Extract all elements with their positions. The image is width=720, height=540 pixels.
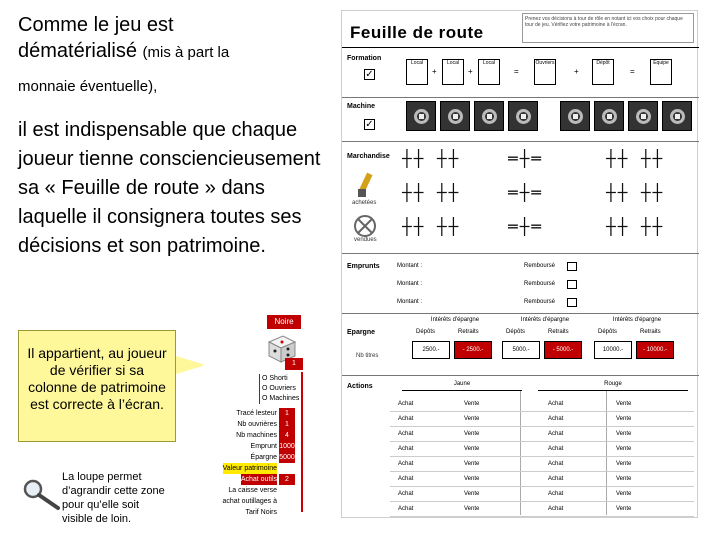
gear-core [487, 114, 492, 119]
machine-icon[interactable] [508, 101, 538, 131]
machine-icon[interactable] [662, 101, 692, 131]
gear-core [521, 114, 526, 119]
action-cell[interactable]: Achat [548, 491, 564, 497]
zoom-row [203, 430, 303, 441]
zoom-row [203, 441, 303, 452]
action-row-line [390, 441, 694, 442]
loan-repaid-label: Remboursé [524, 299, 556, 305]
section-formation: Formation [347, 55, 382, 62]
action-cell[interactable]: Achat [398, 446, 414, 452]
action-cell[interactable]: Achat [548, 446, 564, 452]
zoom-option[interactable]: O Ouvriers [262, 385, 296, 392]
formation-box[interactable]: Dépôt [592, 59, 614, 85]
gear-core [607, 114, 612, 119]
action-cell[interactable]: Achat [398, 506, 414, 512]
separator [342, 375, 699, 376]
zoom-row-label: Épargne [250, 454, 277, 461]
zoom-row [203, 408, 303, 419]
zoom-row-value: 4 [279, 430, 295, 441]
action-row-line [390, 471, 694, 472]
savings-cell[interactable]: 5000.- [502, 341, 540, 359]
action-cell[interactable]: Vente [616, 446, 632, 452]
glyph-grid: ┼┼ ┼┼ [606, 149, 665, 168]
formation-operator: = [630, 67, 635, 76]
intro-line-3: monnaie éventuelle), [18, 78, 158, 95]
action-cell[interactable]: Achat [548, 401, 564, 407]
action-cell[interactable]: Vente [464, 491, 480, 497]
intro-line-2-small: (mis à part la [142, 44, 230, 61]
repaid-checkbox[interactable] [567, 262, 577, 271]
action-cell[interactable]: Vente [616, 476, 632, 482]
gear-core [419, 114, 424, 119]
action-cell[interactable]: Achat [548, 506, 564, 512]
machine-icon[interactable] [474, 101, 504, 131]
intro-line-1: Comme le jeu est [18, 14, 174, 36]
savings-subhead: Retraits [458, 329, 479, 335]
section-epargne: Epargne [347, 329, 376, 336]
action-cell[interactable]: Achat [398, 416, 414, 422]
zoom-row [203, 452, 303, 463]
main-paragraph: il est indispensable que chaque joueur tienne consciencieusement sa « Feuille de route » dans laquelle il consignera toutes ses décisions et son patrimoine. [18, 119, 321, 257]
magnifier-icon [22, 478, 62, 512]
zoom-row [203, 496, 303, 507]
formation-box[interactable]: Local [478, 59, 500, 85]
zoom-row [203, 419, 303, 430]
action-cell[interactable]: Vente [464, 401, 480, 407]
separator [342, 313, 699, 314]
merch-label: achetées [352, 200, 377, 206]
savings-head: Intérêts d'épargne [430, 317, 480, 323]
loan-amount-label: Montant : [397, 299, 423, 305]
callout-box: Il appartient, au joueur de vérifier si sa colonne de patrimoine est correcte à l’écran. [18, 330, 176, 442]
loan-repaid-label: Remboursé [524, 281, 556, 287]
formation-operator: + [432, 67, 437, 76]
zoom-row-label: Nb machines [236, 432, 277, 439]
epargne-sub-label: Nb titres [356, 353, 379, 359]
formation-box[interactable]: Local [406, 59, 428, 85]
action-cell[interactable]: Achat [548, 416, 564, 422]
action-row-line [390, 486, 694, 487]
zoom-row-label: Achat outils [240, 476, 277, 483]
savings-subhead: Retraits [548, 329, 569, 335]
savings-subhead: Dépôts [598, 329, 618, 335]
glyph-grid: ┼┼ ┼┼ [606, 217, 665, 236]
callout-pointer [176, 356, 206, 374]
action-row-line [390, 426, 694, 427]
action-cell[interactable]: Achat [398, 401, 414, 407]
formation-box[interactable]: Ouvriers [534, 59, 556, 85]
loan-repaid-label: Remboursé [524, 263, 556, 269]
action-row-line [390, 501, 694, 502]
machine-checkbox[interactable]: ✓ [365, 119, 374, 130]
action-cell[interactable]: Achat [398, 461, 414, 467]
zoom-title: Noire [267, 315, 301, 329]
zoom-row-value: 5000 [279, 454, 295, 461]
gear-core [573, 114, 578, 119]
gear-core [675, 114, 680, 119]
glyph-grid: ┼┼ ┼┼ [606, 183, 665, 202]
zoom-panel[interactable] [203, 312, 303, 517]
sheet-title: Feuille de route [350, 23, 484, 42]
action-cell[interactable]: Vente [464, 446, 480, 452]
zoom-row-label: Nb ouvrières [237, 421, 277, 428]
savings-cell[interactable]: 10000.- [594, 341, 632, 359]
action-head-red: Rouge [538, 381, 688, 391]
intro-line-2-main: dématérialisé [18, 40, 143, 62]
zoom-row-label: Tracé lesteur [236, 410, 277, 417]
action-cell[interactable]: Vente [616, 416, 632, 422]
separator [342, 141, 699, 142]
zoom-row-label: Tarif Noirs [245, 509, 277, 516]
section-marchandise: Marchandise [347, 153, 390, 160]
zoom-row [203, 463, 303, 474]
action-row-line [390, 456, 694, 457]
savings-cell[interactable]: - 2500.- [454, 341, 492, 359]
section-emprunts: Emprunts [347, 263, 380, 270]
savings-cell[interactable]: - 5000.- [544, 341, 582, 359]
action-cell[interactable]: Vente [464, 431, 480, 437]
action-cell[interactable]: Achat [548, 461, 564, 467]
action-cell[interactable]: Vente [464, 506, 480, 512]
glyph-grid: ┼┼ ┼┼ [402, 217, 461, 236]
savings-subhead: Dépôts [506, 329, 526, 335]
loan-amount-label: Montant : [397, 281, 423, 287]
zoom-row-value: 2 [279, 474, 295, 485]
savings-head: Intérêts d'épargne [612, 317, 662, 323]
zoom-row-label: La caisse verse [228, 487, 277, 494]
zoom-row [203, 507, 303, 518]
formation-operator: = [514, 67, 519, 76]
gear-core [641, 114, 646, 119]
zoom-row-label: achat outillages à [222, 498, 277, 505]
intro-text [18, 12, 338, 66]
zoom-row-label: Valeur patrimoine [222, 465, 277, 472]
action-cell[interactable]: Vente [616, 491, 632, 497]
loupe-caption: La loupe permet d’agrandir cette zone pour qu’elle soit visible de loin. [62, 471, 165, 525]
title-underline [342, 47, 699, 48]
zoom-row-value: 1000 [279, 443, 295, 450]
glyph-grid: ═┼═ [508, 149, 543, 168]
action-head-yellow: Jaune [402, 381, 522, 391]
savings-subhead: Retraits [640, 329, 661, 335]
action-cell[interactable]: Vente [616, 461, 632, 467]
savings-cell[interactable]: 2500.- [412, 341, 450, 359]
machine-icon[interactable] [440, 101, 470, 131]
action-cell[interactable]: Achat [398, 431, 414, 437]
formation-operator: + [468, 67, 473, 76]
route-sheet [341, 10, 698, 518]
zoom-options[interactable] [259, 374, 299, 404]
gear-core [453, 114, 458, 119]
hammer-icon [350, 169, 380, 199]
action-row-line [390, 516, 694, 517]
zoom-row [203, 474, 303, 485]
action-cell[interactable]: Vente [464, 476, 480, 482]
loan-amount-label: Montant : [397, 263, 423, 269]
intro-line-2 [18, 38, 338, 66]
action-row-line [390, 411, 694, 412]
zoom-row-value: 1 [279, 408, 295, 419]
glyph-grid: ┼┼ ┼┼ [402, 183, 461, 202]
glyph-grid: ═┼═ [508, 217, 543, 236]
formation-operator: + [574, 67, 579, 76]
action-cell[interactable]: Vente [616, 431, 632, 437]
formation-checkbox[interactable]: ✓ [365, 69, 374, 80]
glyph-grid: ═┼═ [508, 183, 543, 202]
machine-icon[interactable] [406, 101, 436, 131]
savings-head: Intérêts d'épargne [520, 317, 570, 323]
repaid-checkbox[interactable] [567, 280, 577, 289]
savings-subhead: Dépôts [416, 329, 436, 335]
action-cell[interactable]: Achat [398, 476, 414, 482]
zoom-badge: 1 [285, 358, 303, 370]
action-cell[interactable]: Vente [464, 461, 480, 467]
zoom-row-value: 1 [279, 419, 295, 430]
action-cell[interactable]: Vente [616, 401, 632, 407]
section-machine: Machine [347, 103, 376, 110]
machine-icon[interactable] [628, 101, 658, 131]
merch-label: vendues [354, 237, 377, 243]
repaid-checkbox[interactable] [567, 298, 577, 307]
machine-icon[interactable] [594, 101, 624, 131]
action-cell[interactable]: Achat [548, 431, 564, 437]
zoom-option[interactable]: O Shorti [262, 375, 288, 382]
separator [342, 97, 699, 98]
formation-box[interactable]: Equipe [650, 59, 672, 85]
machine-icon[interactable] [560, 101, 590, 131]
action-cell[interactable]: Vente [616, 506, 632, 512]
action-cell[interactable]: Vente [464, 416, 480, 422]
action-cell[interactable]: Achat [398, 491, 414, 497]
formation-box[interactable]: Local [442, 59, 464, 85]
glyph-grid: ┼┼ ┼┼ [402, 149, 461, 168]
sheet-note: Prenez vos décisions à tour de rôle en notant ici vos choix pour chaque tour de jeu. Vérifiez votre patrimoine à l'écran. [522, 13, 694, 43]
savings-cell[interactable]: - 10000.- [636, 341, 674, 359]
zoom-row [203, 485, 303, 496]
section-actions: Actions [347, 383, 373, 390]
separator [342, 253, 699, 254]
zoom-option[interactable]: O Machines [262, 395, 300, 402]
action-cell[interactable]: Achat [548, 476, 564, 482]
zoom-row-label: Emprunt [250, 443, 277, 450]
